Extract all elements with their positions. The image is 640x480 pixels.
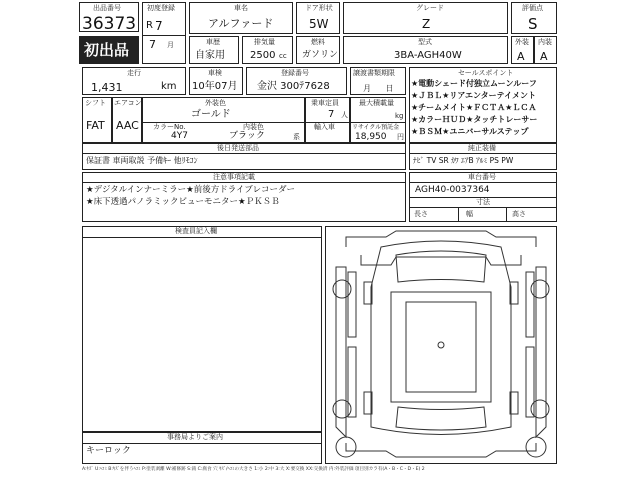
exterior-label: 外装 bbox=[515, 38, 529, 46]
shift-cell bbox=[82, 97, 112, 143]
sales-point-item: ★チームメイト★ＦＣＴＡ★ＬＣＡ bbox=[411, 103, 537, 112]
recycle-unit: 円 bbox=[397, 133, 404, 141]
shaken-cell bbox=[189, 67, 243, 95]
grade-label: グレード bbox=[416, 4, 444, 12]
ac: AAC bbox=[116, 119, 139, 132]
mileage: 1,431 bbox=[91, 81, 123, 94]
interior-cell bbox=[534, 36, 557, 64]
office-box bbox=[82, 432, 322, 464]
first-registration-label: 初度登録 bbox=[147, 4, 175, 12]
equipment-label: 純正装備 bbox=[468, 144, 496, 152]
transfer-label: 譲渡書類期限 bbox=[353, 69, 395, 77]
load-label: 最大積載量 bbox=[359, 99, 394, 107]
inspector-box bbox=[82, 226, 322, 432]
fuel-cell bbox=[296, 36, 340, 64]
debut-badge-text: 初出品 bbox=[84, 41, 130, 59]
import-label: 輸入車 bbox=[314, 123, 335, 131]
model-label: 型式 bbox=[418, 38, 432, 46]
sales-point-item: ★ＢＳＭ★ユニバーサルステップ bbox=[411, 127, 529, 136]
era: R bbox=[146, 20, 153, 31]
displacement-unit: cc bbox=[279, 52, 287, 60]
transfer-cell bbox=[350, 67, 406, 95]
sales-point-item: ★カラーＨＵＤ★タッチトレーサー bbox=[411, 115, 538, 124]
footer-legend: A:ｷｽﾞ U:ﾍｺﾐ B:ｷｽﾞを伴うﾍｺﾐ P:塗装剥離 W:補修跡 S:錆 C:腐食 穴 ｷｽﾞ/ﾍｺﾐの大きさ 1:小 2:中 3:大 X:要交換 XX:交換済 内:外装評価 項目別カラ有(A・B・C・D・E) 2 bbox=[82, 467, 425, 472]
notes-line: ★床下透過パノラミックビューモニター★ＰＫＳＢ bbox=[86, 197, 280, 207]
exterior: A bbox=[517, 50, 525, 63]
color: ゴールド bbox=[191, 109, 231, 120]
mileage-cell bbox=[82, 67, 186, 95]
eval-label: 評価点 bbox=[522, 4, 543, 12]
displacement-cell bbox=[242, 36, 293, 64]
parts-cell bbox=[82, 143, 406, 170]
inspection-cell bbox=[189, 36, 239, 64]
car-name-cell bbox=[189, 2, 293, 34]
color-no: 4Y7 bbox=[171, 131, 188, 141]
equipment-box bbox=[409, 143, 557, 170]
width-label: 幅 bbox=[466, 210, 473, 218]
door-cell bbox=[296, 2, 340, 34]
size-label: 寸法 bbox=[476, 198, 490, 206]
load-unit: kg bbox=[395, 112, 404, 120]
equipment: ﾅﾋﾞ TV SR ｶﾜ ｴｱB ｱﾙﾐ PS PW bbox=[413, 156, 514, 165]
car-diagram-box bbox=[325, 226, 557, 464]
color-no-label: カラーNo. bbox=[153, 123, 186, 131]
seats: 7 bbox=[328, 109, 335, 120]
grade-cell bbox=[343, 2, 508, 34]
inspection: 自家用 bbox=[195, 50, 225, 61]
parts-list: 保証書 車両取説 予備ｷｰ 他ﾘﾓｺﾝ bbox=[86, 156, 198, 165]
shaken-label: 車検 bbox=[208, 69, 222, 77]
eval: S bbox=[528, 15, 538, 33]
chassis-number: AGH40-0037364 bbox=[415, 185, 490, 195]
inspector-label: 検査員記入欄 bbox=[175, 227, 217, 235]
sales-points-box bbox=[409, 67, 557, 143]
interior-color-suffix: 系 bbox=[293, 133, 300, 141]
sales-points-label: セールスポイント bbox=[458, 69, 514, 77]
office-text: キーロック bbox=[86, 446, 131, 456]
model-cell bbox=[343, 36, 508, 64]
color-cell bbox=[142, 97, 305, 143]
ac-label: エアコン bbox=[114, 99, 142, 107]
shift-label: シフト bbox=[85, 99, 106, 107]
model: 3BA-AGH40W bbox=[394, 50, 462, 61]
reg-number: 金沢 300ﾃ7628 bbox=[257, 81, 330, 92]
sales-point-item: ★電動シェード付独立ムーンルーフ bbox=[411, 79, 537, 88]
car-name: アルファード bbox=[208, 17, 274, 30]
inspection-label: 車歴 bbox=[206, 38, 220, 46]
height-label: 高さ bbox=[512, 210, 526, 218]
notes-line: ★デジタルインナーミラー★前後方ドライブレコーダー bbox=[86, 185, 295, 195]
recycle: 18,950 bbox=[355, 132, 387, 142]
interior-label: 内装 bbox=[538, 38, 552, 46]
office-label: 事務局よりご案内 bbox=[167, 433, 223, 441]
reg-number-label: 登録番号 bbox=[281, 69, 309, 77]
shift: FAT bbox=[86, 119, 105, 132]
eval-cell bbox=[511, 2, 557, 34]
length-label: 長さ bbox=[414, 210, 428, 218]
mileage-label: 走行 bbox=[127, 69, 141, 77]
lot-number-cell bbox=[79, 2, 139, 32]
door-label: ドア形状 bbox=[305, 4, 333, 12]
later-parts-label: 後日発送部品 bbox=[217, 144, 259, 152]
ac-cell bbox=[112, 97, 142, 143]
door: 5W bbox=[309, 17, 329, 31]
reg-number-cell bbox=[246, 67, 347, 95]
debut-badge bbox=[79, 36, 139, 64]
grade: Z bbox=[422, 17, 431, 31]
month-unit: 月 bbox=[167, 41, 174, 49]
color-label: 外装色 bbox=[205, 99, 226, 107]
exterior-cell bbox=[511, 36, 534, 64]
seats-unit: 人 bbox=[341, 111, 348, 119]
displacement-label: 排気量 bbox=[254, 38, 275, 46]
transfer: 月 日 bbox=[363, 84, 394, 93]
seats-label: 乗車定員 bbox=[311, 99, 339, 107]
recycle-label: リサイクル預託金 bbox=[352, 124, 400, 131]
seats-cell bbox=[305, 97, 350, 143]
car-name-label: 車名 bbox=[234, 4, 248, 12]
chassis-label: 車台番号 bbox=[468, 173, 496, 181]
interior-color-label: 内装色 bbox=[243, 123, 264, 131]
year: 7 bbox=[155, 19, 163, 33]
load-cell bbox=[350, 97, 406, 143]
notes-label: 注意事項記載 bbox=[213, 173, 255, 181]
fuel-label: 燃料 bbox=[311, 38, 325, 46]
interior-color: ブラック bbox=[229, 131, 265, 141]
lot-number: 36373 bbox=[82, 14, 137, 34]
mileage-unit: km bbox=[161, 81, 177, 92]
interior: A bbox=[540, 50, 548, 63]
shaken: 10年07月 bbox=[192, 81, 238, 92]
first-registration-cell bbox=[142, 2, 186, 64]
chassis-box bbox=[409, 172, 557, 222]
fuel: ガソリン bbox=[302, 50, 339, 60]
notes-box bbox=[82, 172, 406, 222]
displacement: 2500 bbox=[250, 50, 276, 61]
month: 7 bbox=[149, 38, 156, 51]
lot-number-label: 出品番号 bbox=[93, 4, 121, 12]
sales-point-item: ★ＪＢＬ★リアエンターテイメント bbox=[411, 91, 536, 100]
car-diagram bbox=[326, 227, 556, 463]
